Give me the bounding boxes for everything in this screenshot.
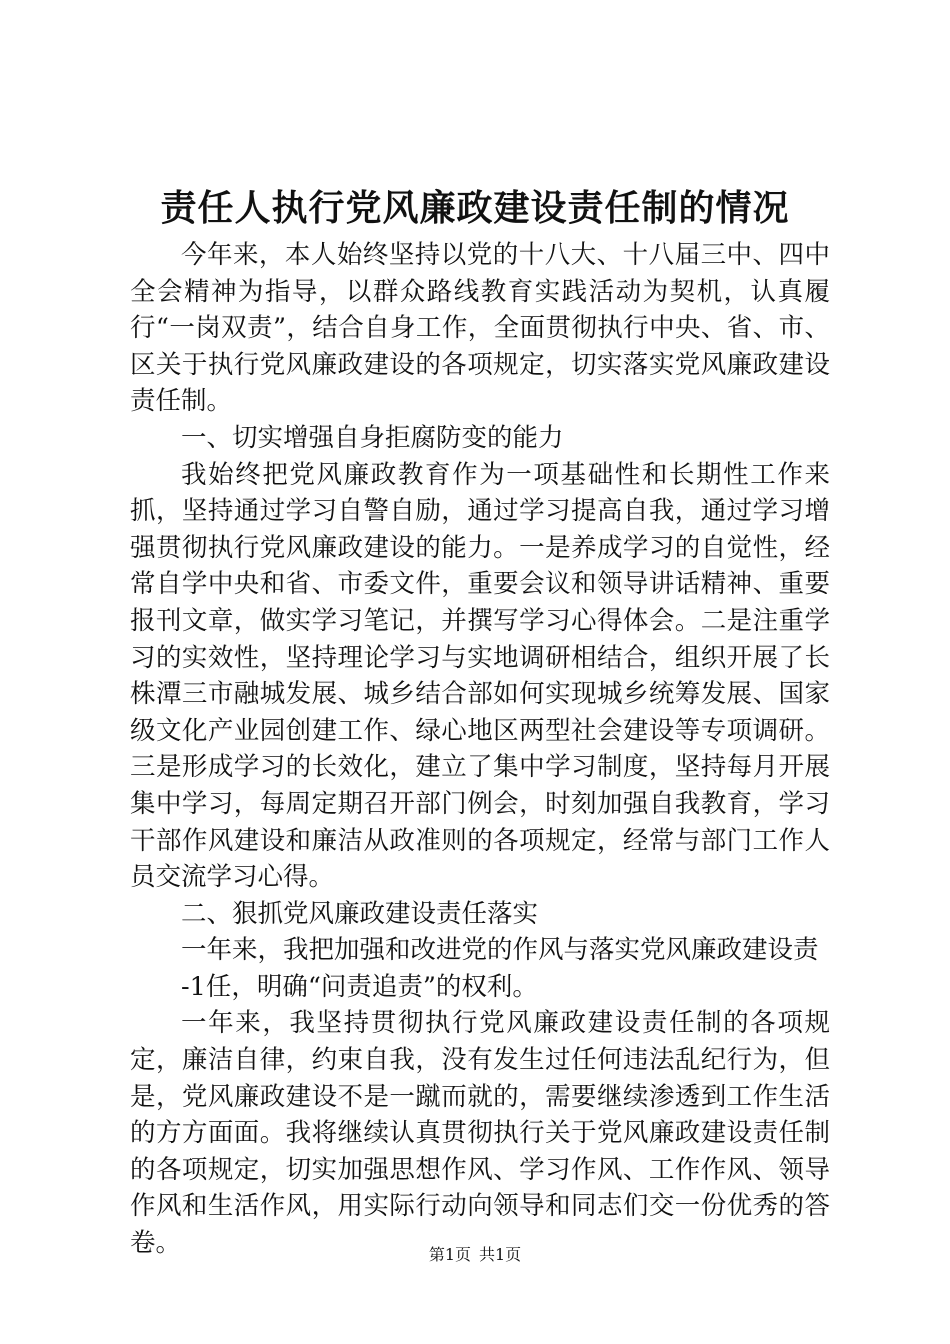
paragraph-section-1: 我始终把党风廉政教育作为一项基础性和长期性工作来抓，坚持通过学习自警自励，通过学习提高自我，通过学习增强贯彻执行党风廉政建设的能力。一是养成学习的自觉性，经常自学中央和省、市委文件，重要会议和领导讲话精神、重要报刊文章，做实学习笔记，并撰写学习心得体会。二是注重学习的实效性，坚持理论学习与实地调研相结合，组织开展了长株潭三市融城发展、城乡结合部如何实现城乡统筹发展、国家级文化产业园创建工作、绿心地区两型社会建设等专项调研。三是形成学习的长效化，建立了集中学习制度，坚持每月开展集中学习，每周定期召开部门例会，时刻加强自我教育，学习干部作风建设和廉洁从政准则的各项规定，经常与部门工作人员交流学习心得。 [130, 459, 830, 893]
section-heading-2: 二、狠抓党风廉政建设责任落实 [181, 898, 539, 929]
document-title: 责任人执行党风廉政建设责任制的情况 [160, 187, 790, 229]
paragraph-intro: 今年来，本人始终坚持以党的十八大、十八届三中、四中全会精神为指导，以群众路线教育实践活动为契机，认真履行“一岗双责”，结合自身工作，全面贯彻执行中央、省、市、区关于执行党风廉政建设的各项规定，切实落实党风廉政建设责任制。 [130, 240, 830, 417]
paragraph-section-2-part-2: -1任，明确“问责追责”的权利。 [181, 971, 538, 1002]
page-number: 第1页 [428, 1245, 471, 1264]
page-total: 共1页 [479, 1245, 522, 1264]
paragraph-section-2-part-1: 一年来，我把加强和改进党的作风与落实党风廉政建设责 [181, 935, 819, 966]
section-heading-1: 一、切实增强自身拒腐防变的能力 [181, 422, 564, 453]
page-footer [0, 1244, 950, 1266]
paragraph-conclusion: 一年来，我坚持贯彻执行党风廉政建设责任制的各项规定，廉洁自律，约束自我，没有发生过任何违法乱纪行为，但是，党风廉政建设不是一蹴而就的，需要继续渗透到工作生活的方方面面。我将继续认真贯彻执行关于党风廉政建设责任制的各项规定，切实加强思想作风、学习作风、工作作风、领导作风和生活作风，用实际行动向领导和同志们交一份优秀的答卷。 [130, 1008, 830, 1259]
document-body [130, 237, 830, 1262]
